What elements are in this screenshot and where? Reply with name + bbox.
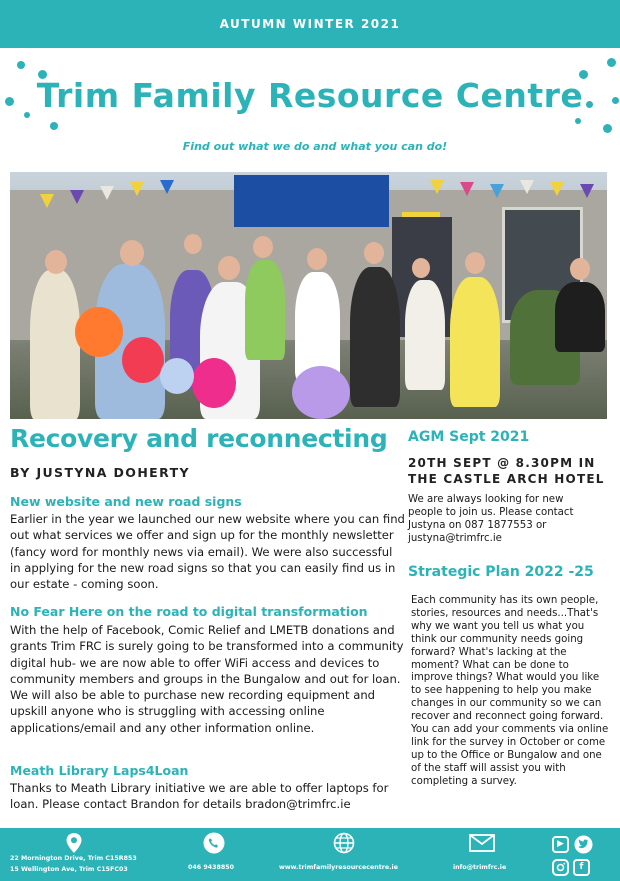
globe-icon [333,832,355,854]
instagram-icon[interactable] [552,859,569,876]
footer-bar [0,828,620,881]
address-line-1: 22 Mornington Drive, Trim C15R853 [10,855,137,862]
section-body: With the help of Facebook, Comic Relief and LMETB donations and grants Trim FRC is surely going to be transformed into a community digital hub- we are now able to offer WiFi access and devices to community members and groups in the Bungalow and out for loan. We will also be able to purchase new recording equipment and upskill anyone who is struggling with accessing online applications/email and any other information online. [10,623,404,735]
section-body: Earlier in the year we launched our new website where you can find out what services we offer and sign up for the monthly newsletter (fancy word for monthly news via email). We were also successful in applying for the new road signs so that you can easily find us in our estate - coming soon. [10,512,405,592]
agm-heading: AGM Sept 2021 [408,429,530,445]
facebook-icon[interactable]: f [573,859,590,876]
phone-icon [203,832,225,854]
location-pin-icon [64,832,84,854]
masthead-tagline: Find out what we do and what you can do! [182,140,448,153]
section-subheading: No Fear Here on the road to digital transformation [10,604,368,619]
address-line-2: 15 Wellington Ave, Trim C15FC03 [10,866,128,873]
phone-number[interactable]: 046 9438850 [188,864,235,871]
top-banner [0,0,620,48]
section-body: Thanks to Meath Library initiative we are able to offer laptops for loan. Please contact Brandon for details bradon@trimfrc.ie [10,781,389,812]
website-link[interactable]: www.trimfamilyresourcecentre.ie [279,864,398,871]
agm-date: 20TH SEPT @ 8.30PM IN THE CASTLE ARCH HOTEL [408,456,605,486]
season-label: AUTUMN WINTER 2021 [219,17,401,31]
group-photo [10,172,607,419]
section-subheading: Meath Library Laps4Loan [10,763,189,778]
email-link[interactable]: info@trimfrc.ie [453,864,507,871]
strategic-plan-body: Each community has its own people, stories, resources and needs...That's why we want you tell us what you think our community needs going forward? What's lacking at the moment? What can be done to improve things? What would you like to see happening to help you make changes in our community so we can recover and reconnect going forward. You can add your comments via online link for the survey in October or come up to the Office or Bungalow and one of the staff will assist you with completing a survey. [411,595,609,787]
section-subheading: New website and new road signs [10,494,242,509]
article-byline: BY JUSTYNA DOHERTY [10,465,190,480]
youtube-icon[interactable]: ▶ [552,836,569,853]
agm-body: We are always looking for new people to join us. Please contact Justyna on 087 1877553 or justyna@trimfrc.ie [408,494,574,544]
strategic-plan-heading: Strategic Plan 2022 -25 [408,564,594,580]
anniversary-sign [234,175,389,227]
masthead-title: Trim Family Resource Centre [36,76,584,115]
twitter-icon[interactable] [573,835,593,855]
article-heading: Recovery and reconnecting [10,424,388,453]
mail-icon [469,834,495,852]
